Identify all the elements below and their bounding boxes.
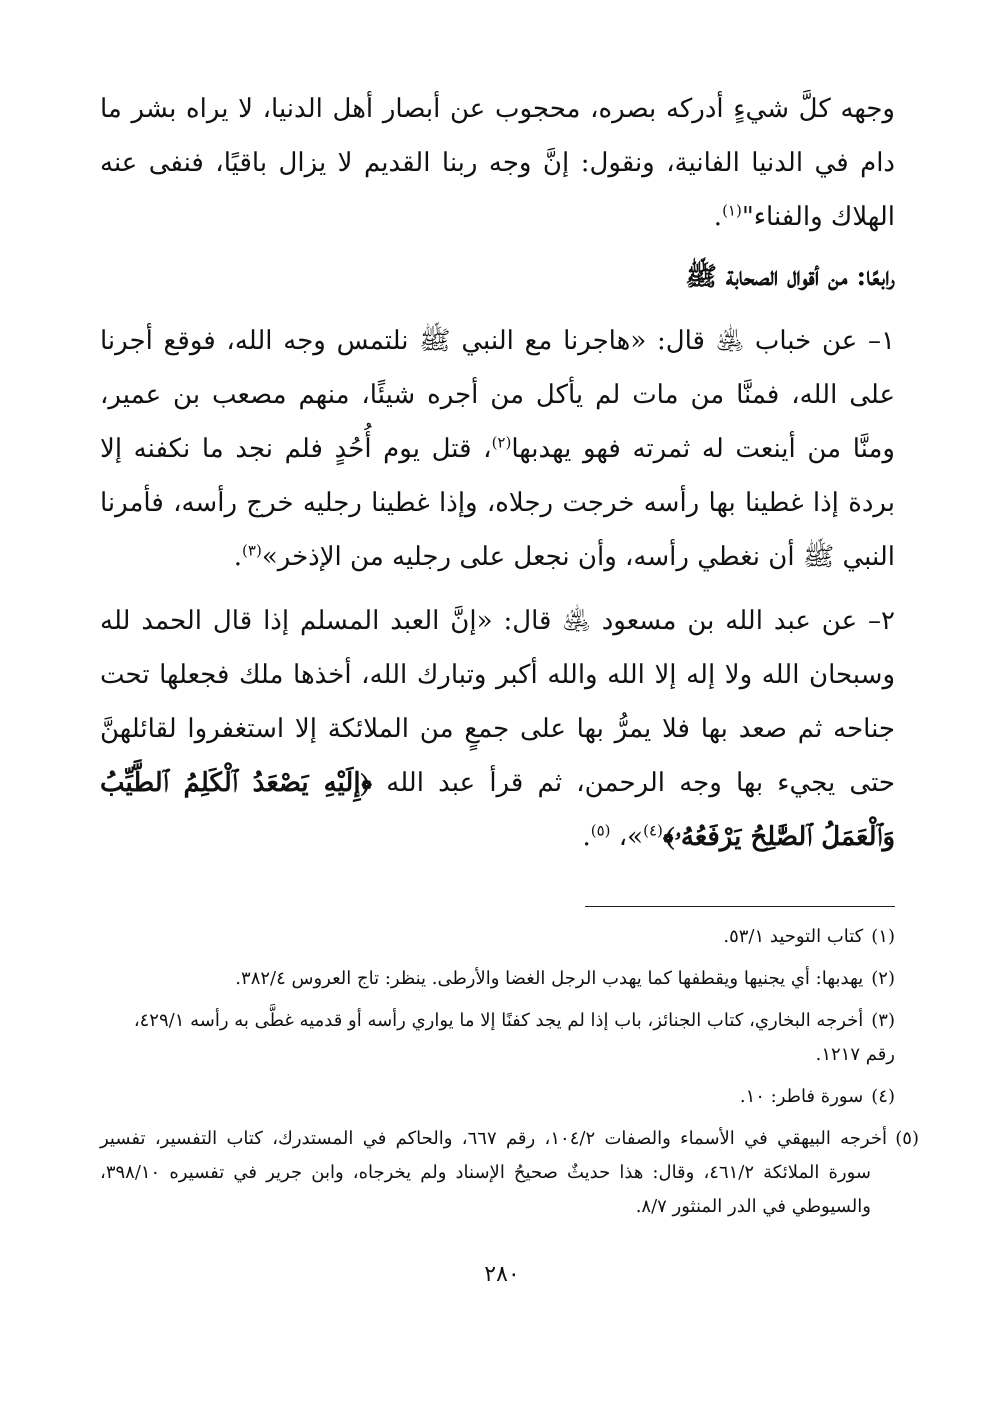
paragraph-1: [100, 82, 895, 244]
footnote-number: (٤): [871, 1086, 895, 1107]
footnote-number: (٣): [871, 1010, 895, 1031]
footnote-5: (٥)أخرجه البيهقي في الأسماء والصفات ١٠٤/٢، رقم ٦٦٧، والحاكم في المستدرك، كتاب التفسير، تفسير سورة الملائكة ٤٦١/٢، وقال: هذا حديثٌ صحيحُ الإسناد ولم يخرجاه، وابن جرير في تفسيره ٣٩٨/١٠، والسيوطي في الدر المنثور ٨/٧.: [100, 1128, 919, 1217]
paragraph-1-end: .: [713, 202, 723, 232]
paragraph-3-mid: »،: [610, 822, 644, 852]
paragraph-2-lead: ١– عن خباب ﵁ قال: «هاجرنا مع النبي ﷺ نلتمس وجه الله، فوقع أجرنا على الله، فمنَّا من مات لم يأكل من أجره شيئًا، منهم مصعب بن عمير، ومنَّا من أينعت له ثمرته فهو يهدبها: [100, 326, 895, 464]
footnote-text: يهدبها: أي يجنيها ويقطفها كما يهدب الرجل الغضا والأرطى. ينظر: تاج العروس ٣٨٢/٤.: [235, 968, 864, 989]
footnote-4: [100, 1080, 895, 1114]
paragraph-2: [100, 314, 895, 584]
footnote-text: أخرجه البخاري، كتاب الجنائز، باب إذا لم يجد كفنًا إلا ما يواري رأسه أو قدميه غطَّى به رأسه ٤٢٩/١، رقم ١٢١٧.: [133, 1010, 895, 1065]
paragraph-1-text: وجهه كلَّ شيءٍ أدركه بصره، محجوب عن أبصار أهل الدنيا، لا يراه بشر ما دام في الدنيا الفانية، ونقول: إنَّ وجه ربنا القديم لا يزال باقيًا، فنفى عنه الهلاك والفناء": [100, 94, 895, 232]
footnote-number: (١): [871, 926, 895, 947]
page-number: ٢٨٠: [484, 1262, 520, 1287]
footnotes: [100, 920, 919, 1232]
footnote-ref-4: (٤): [643, 821, 663, 840]
footnote-1: [100, 920, 895, 954]
paragraph-3-lead: ٢– عن عبد الله بن مسعود ﵁ قال: «إنَّ العبد المسلم إذا قال الحمد لله وسبحان الله ولا إله إلا الله والله أكبر وتبارك الله، أخذها ملك فجعلها تحت جناحه ثم صعد بها فلا يمرُّ بها على جمعٍ من الملائكة إلا استغفروا لقائلهنَّ حتى يجيء بها وجه الرحمن، ثم قرأ عبد الله: [100, 606, 895, 798]
footnote-separator: [585, 906, 895, 907]
paragraph-2-mid: ، قتل يوم أُحُدٍ فلم نجد ما نكفنه إلا بردة إذا غطينا بها رأسه خرجت رجلاه، وإذا غطينا رجليه خرج رأسه، فأمرنا النبي ﷺ أن نغطي رأسه، وأن نجعل على رجليه من الإذخر»: [100, 434, 895, 572]
footnote-text: كتاب التوحيد ٥٣/١.: [723, 926, 864, 947]
footnote-ref-5: (٥): [590, 821, 611, 840]
footnote-3: [100, 1004, 895, 1072]
footnote-text: سورة فاطر: ١٠.: [739, 1086, 864, 1107]
paragraph-2-end: .: [233, 542, 243, 572]
main-text: [100, 82, 895, 864]
footnote-number: (٢): [871, 968, 895, 989]
paragraph-3-end: .: [582, 822, 591, 852]
footnote-ref-3: (٣): [242, 541, 262, 560]
quran-verse: ﴿إِلَيْهِ يَصْعَدُ ٱلْكَلِمُ ٱلطَّيِّبُ وَٱلْعَمَلُ ٱلصَّٰلِحُ يَرْفَعُهُۥ﴾: [100, 768, 895, 852]
footnote-ref-2: (٢): [491, 433, 512, 452]
footnote-text: أخرجه البيهقي في الأسماء والصفات ١٠٤/٢، رقم ٦٦٧، والحاكم في المستدرك، كتاب التفسير، تفسير سورة الملائكة ٤٦١/٢، وقال: هذا حديثٌ صحيحُ الإسناد ولم يخرجاه، وابن جرير في تفسيره ٣٩٨/١٠، والسيوطي في الدر المنثور ٨/٧.: [100, 1128, 887, 1217]
section-heading: رابعًا: من أقوال الصحابة ﷺ: [685, 262, 895, 292]
footnote-2: [100, 962, 895, 996]
footnote-ref-1: (١): [722, 201, 742, 220]
paragraph-3: [100, 594, 895, 864]
